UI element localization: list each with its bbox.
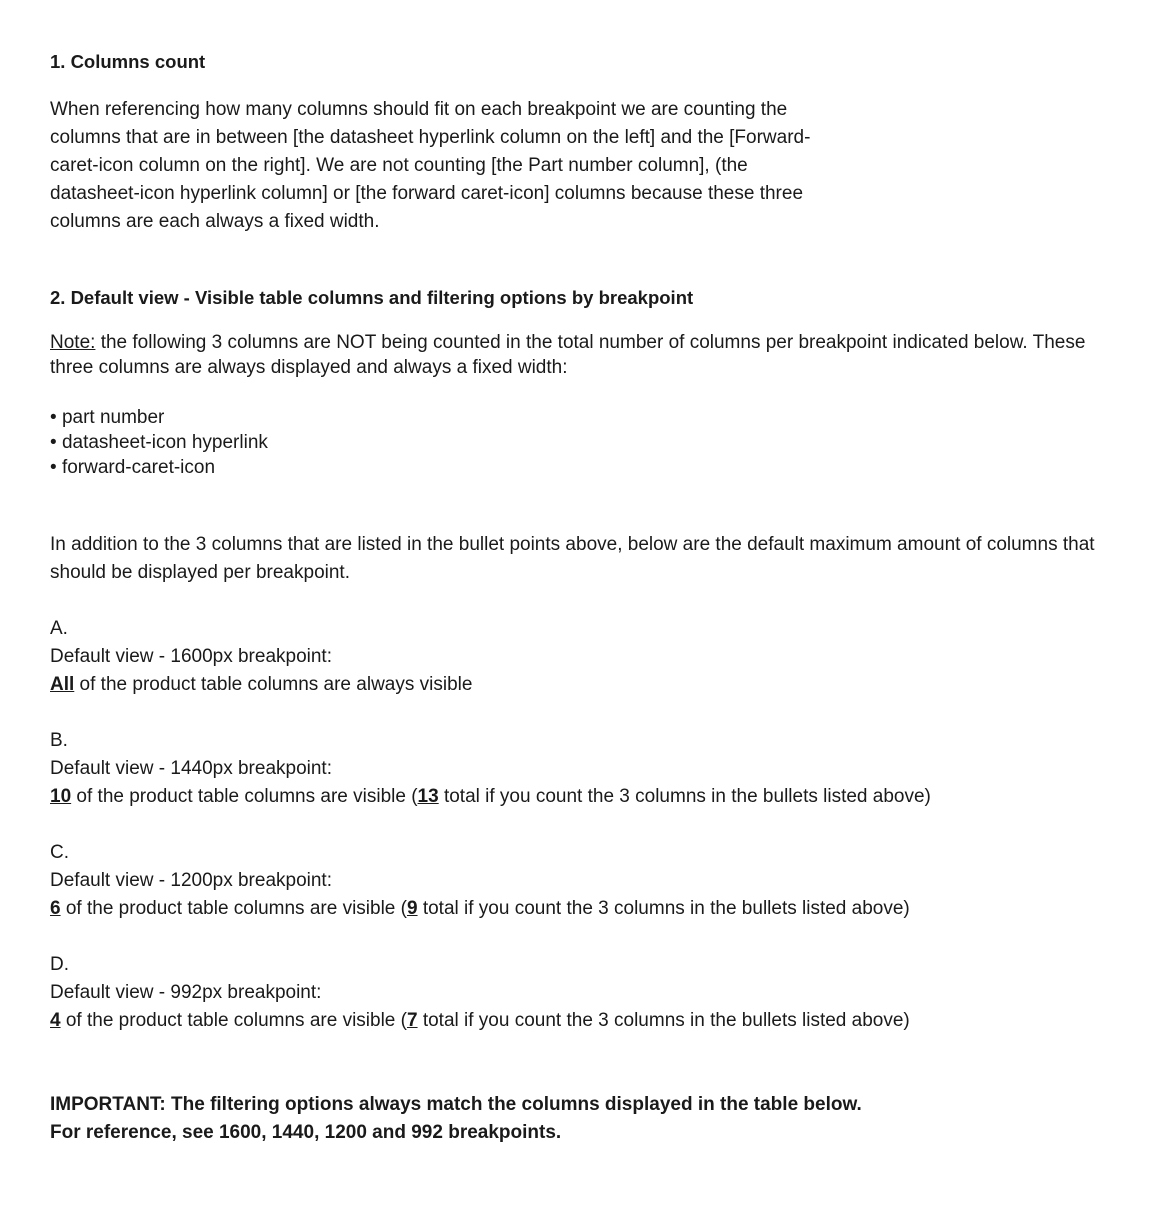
columns-count-paragraph: When referencing how many columns should fit on each breakpoint we are counting the columns that are in between [the datasheet hyperlink column on the left] and the [Forward-caret-icon column on the right]. We are not counting [the Part number column], (the datasheet-icon hyperlink column] or [the forward caret-icon] columns because these three columns are each always a fixed width. [50,99,811,232]
breakpoint-d [50,951,1110,1035]
addition-paragraph: In addition to the 3 columns that are listed in the bullet points above, below are the default maximum amount of columns that should be displayed per breakpoint. [50,534,1095,583]
breakpoint-title: Default view - 1600px breakpoint: [50,646,332,667]
breakpoint-title: Default view - 1440px breakpoint: [50,758,332,779]
important-line-2: For reference, see 1600, 1440, 1200 and 992 breakpoints. [50,1122,562,1143]
list-item: • forward-caret-icon [50,455,1110,480]
column-count: 10 [50,786,72,807]
note-label: Note: [50,332,96,353]
breakpoint-letter: D. [50,954,69,975]
column-count: 6 [50,898,61,919]
column-count: 4 [50,1010,61,1031]
list-item: • part number [50,405,1110,430]
breakpoint-description: 10 of the product table columns are visible (13 total if you count the 3 columns in the bullets listed above) [50,786,931,807]
breakpoint-c [50,839,1110,923]
breakpoint-title: Default view - 992px breakpoint: [50,982,322,1003]
breakpoint-b [50,727,1110,811]
column-count: All [50,674,75,695]
column-total: 9 [406,898,418,919]
note-paragraph [50,330,1110,380]
column-total: 7 [406,1010,418,1031]
breakpoint-letter: A. [50,618,68,639]
breakpoint-description: All of the product table columns are always visible [50,674,473,695]
important-line-1: IMPORTANT: The filtering options always match the columns displayed in the table below. [50,1094,862,1115]
breakpoint-letter: C. [50,842,69,863]
breakpoint-a [50,615,1110,699]
section-heading-columns-count: 1. Columns count [50,51,206,72]
document-body [50,50,1110,1147]
list-item: • datasheet-icon hyperlink [50,430,1110,455]
important-note [50,1091,1110,1147]
fixed-columns-list [50,405,1110,480]
column-total: 13 [417,786,439,807]
note-text: the following 3 columns are NOT being counted in the total number of columns per breakpoint indicated below. These three columns are always displayed and always a fixed width: [50,332,1086,378]
breakpoint-description: 4 of the product table columns are visible (7 total if you count the 3 columns in the bullets listed above) [50,1010,910,1031]
breakpoint-letter: B. [50,730,68,751]
section-heading-default-view: 2. Default view - Visible table columns and filtering options by breakpoint [50,287,694,308]
breakpoint-title: Default view - 1200px breakpoint: [50,870,332,891]
breakpoint-description: 6 of the product table columns are visible (9 total if you count the 3 columns in the bullets listed above) [50,898,910,919]
